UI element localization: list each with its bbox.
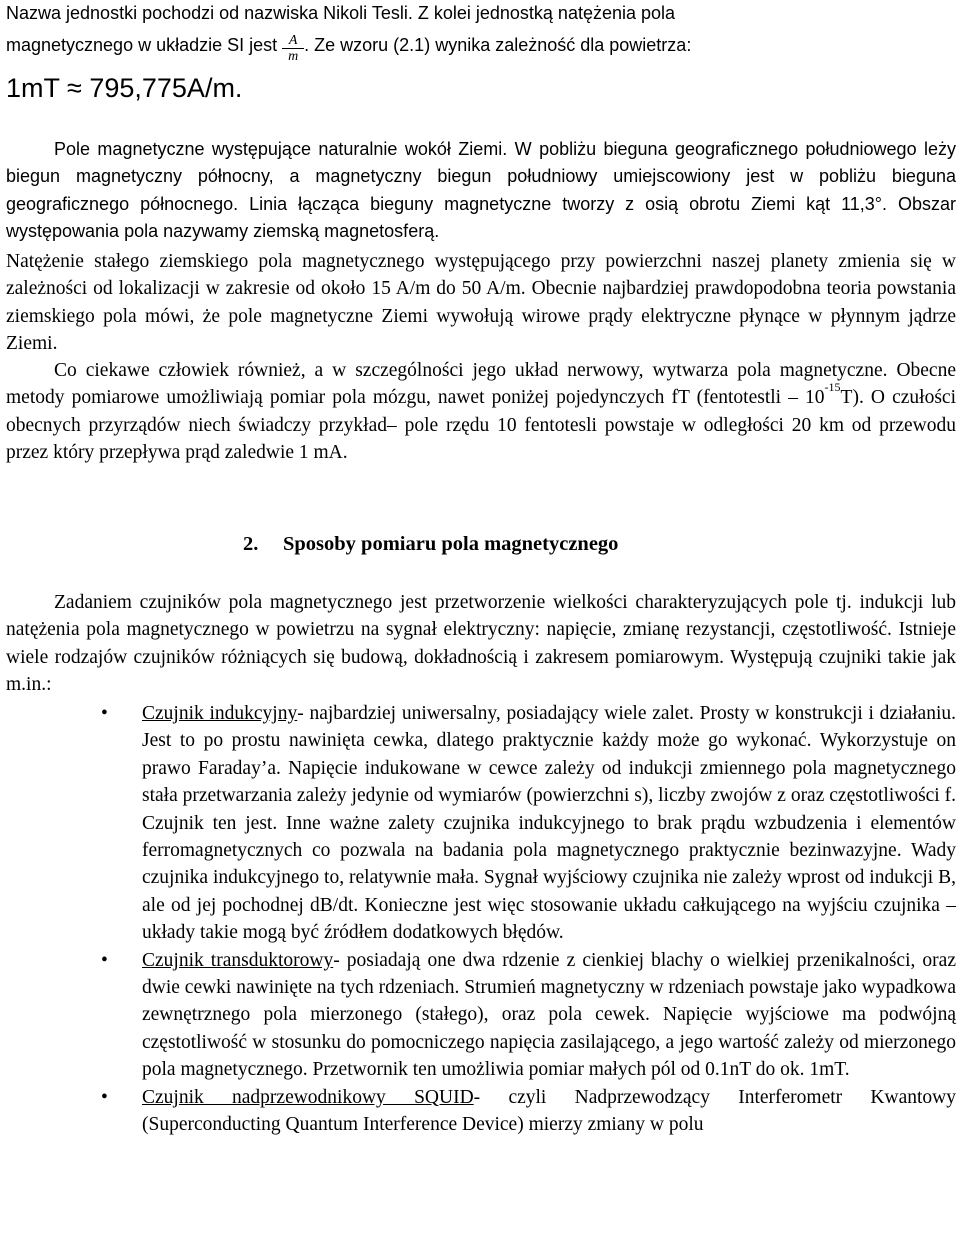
intro-line-2-start: magnetycznego w układzie SI jest bbox=[6, 35, 283, 55]
intro-line-2-end: . Ze wzoru (2.1) wynika zależność dla powietrza: bbox=[304, 35, 692, 55]
section-number: 2. bbox=[243, 533, 259, 555]
description-transductor-sensor: - posiadają one dwa rdzenie z cienkiej blachy o wielkiej przenikalności, oraz dwie cewki nawinięte na tych rdzeniach. Strumień magnetyczny w rdzeniach powstaje jako wypadkowa zewnętrznego pola mierzonego (stałego), oraz pola cewek. Napięcie wyjściowe ma podwójną częstotliwość w stosunku do pomocniczego napięcia zasilającego, a jego wartość zależy od mierzonego pola magnetycznego. Przetwornik ten umożliwia pomiar małych pól od 0.1nT do ok. 1mT. bbox=[142, 949, 956, 1081]
curiosity-text-end: T). O czułości obecnych przyrządów niech świadczy przykład– pole rzędu 10 fentotesli powstaje w odległości 20 km od przewodu przez który przepływa prąd zaledwie 1 mA. bbox=[6, 387, 956, 464]
field-paragraph: Natężenie stałego ziemskiego pola magnetycznego występującego przy powierzchni naszej planety zmienia się w zależności od lokalizacji w zakresie od około 15 A/m do 50 A/m. Obecnie najbardziej prawdopodobna teoria powstania ziemskiego pola mówi, że pole magnetyczne Ziemi wywołują wirowe prądy elektryczne płynące w płynnym jądrze Ziemi. bbox=[6, 251, 956, 355]
list-item-inductive bbox=[6, 700, 956, 947]
description-squid-sensor: - czyli Nadprzewodzący Interferometr Kwantowy (Superconducting Quantum Interference Device) mierzy zmiany w polu bbox=[142, 1086, 956, 1136]
description-inductive-sensor: - najbardziej uniwersalny, posiadający wiele zalet. Prosty w konstrukcji i działaniu. Jest to po prostu nawinięta cewka, dlatego praktycznie każdy może go wykonać. Wykorzystuje on prawo Faraday’a. Napięcie indukowane w cewce zależy od indukcji zmiennego pola magnetycznego stała przetwarzania zależy jedynie od wymiarów (powierzchni s), liczby zwojów z oraz częstotliwości f. Czujnik ten jest. Inne ważne zalety czujnika indukcyjnego to brak prądu wzbudzenia i elementów ferromagnetycznych co pozwala na badania pola magnetycznego praktycznie bezinwazyjne. Wady czujnika indukcyjnego to, relatywnie mała. Sygnał wyjściowy czujnika nie zależy wprost od indukcji B, ale od jej pochodnej dB/dt. Konieczne jest więc stosowanie układu całkującego na wyjściu czujnika – układy takie mogą być źródłem dodatkowych błędów. bbox=[142, 703, 956, 944]
unit-denominator: m bbox=[288, 49, 299, 64]
conversion-formula: 1mT ≈ 795,775A/m. bbox=[6, 73, 243, 103]
curiosity-paragraph bbox=[6, 357, 956, 467]
exponent: -15 bbox=[824, 380, 841, 395]
unit-numerator: A bbox=[282, 33, 304, 49]
section-title: Sposoby pomiaru pola magnetycznego bbox=[283, 533, 619, 555]
curiosity-text-start: Co ciekawe człowiek również, a w szczególności jego układ nerwowy, wytwarza pola magnetyczne. Obecne metody pomiarowe umożliwiają pomiar pola mózgu, nawet poniżej pojedynczych fT (fentotestli – 10 bbox=[6, 360, 956, 409]
bullet-icon: • bbox=[101, 1086, 108, 1108]
bullet-icon: • bbox=[101, 949, 108, 971]
sensor-list bbox=[6, 700, 956, 1139]
earth-paragraph: Pole magnetyczne występujące naturalnie wokół Ziemi. W pobliżu bieguna geograficznego południowego leży biegun magnetyczny północny, a magnetyczny biegun południowy umiejscowiony jest w pobliżu bieguna geograficznego północnego. Linia łącząca bieguny magnetyczne tworzy z osią obrotu Ziemi kąt 11,3°. Obszar występowania pola nazywamy ziemską magnetosferą. bbox=[6, 139, 956, 242]
intro-line-1: Nazwa jednostki pochodzi od nazwiska Nikoli Tesli. Z kolei jednostką natężenia pola bbox=[6, 3, 676, 23]
bullet-icon: • bbox=[101, 703, 108, 724]
section-intro-paragraph: Zadaniem czujników pola magnetycznego jest przetworzenie wielkości charakteryzujących pole tj. indukcji lub natężenia pola magnetycznego w powietrzu na sygnał elektryczny: napięcie, zmianę rezystancji, częstotliwość. Istnieje wiele rodzajów czujników różniących się budową, dokładnością i zakresem pomiarowym. Występują czujniki takie jak m.in.: bbox=[6, 592, 956, 696]
term-inductive-sensor: Czujnik indukcyjny bbox=[142, 703, 298, 724]
term-transductor-sensor: Czujnik transduktorowy bbox=[142, 949, 334, 971]
unit-fraction bbox=[282, 33, 304, 64]
list-item-transductor bbox=[6, 947, 956, 1084]
section-heading bbox=[243, 531, 618, 558]
list-item-squid bbox=[6, 1084, 956, 1139]
intro-line-2 bbox=[6, 32, 956, 64]
term-squid-sensor: Czujnik nadprzewodnikowy SQUID bbox=[142, 1086, 474, 1108]
